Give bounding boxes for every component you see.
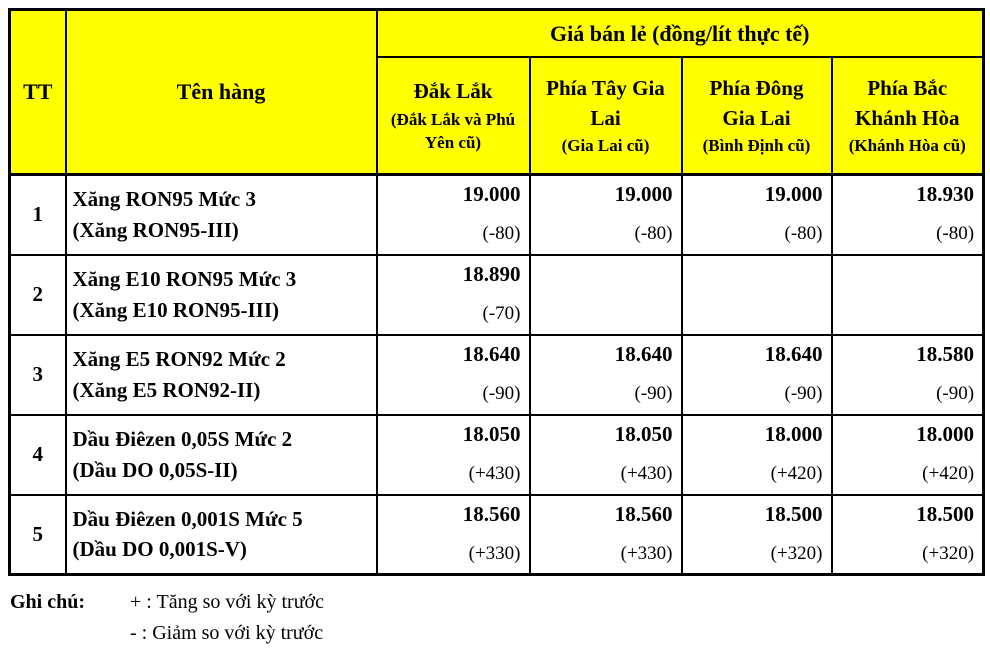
price-cell: [377, 415, 530, 495]
region-subtitle: (Bình Định cũ): [702, 136, 811, 156]
product-name-cell: [66, 255, 377, 335]
legend-line-decrease: [10, 618, 982, 649]
legend-line-increase: [10, 587, 982, 618]
price-cell: [832, 415, 984, 495]
price-value: 18.500: [764, 501, 823, 526]
price-cell-empty: [530, 255, 682, 335]
price-cell: [682, 335, 832, 415]
price-value: 18.560: [614, 501, 673, 526]
price-value: 18.000: [764, 421, 823, 446]
column-header-region-west-gialai: [530, 57, 682, 175]
price-cell: [530, 175, 682, 255]
price-cell: [832, 175, 984, 255]
product-alt-name: (Dầu DO 0,001S-V): [72, 537, 247, 562]
column-header-tt: TT: [10, 10, 66, 175]
table-row: [10, 495, 984, 575]
price-value: 18.640: [764, 341, 823, 366]
price-value: 19.000: [614, 182, 673, 206]
price-change: (-80): [784, 223, 823, 245]
region-name: Phía Tây Gia Lai: [546, 75, 665, 131]
price-value: 19.000: [462, 182, 521, 206]
table-row: [10, 335, 984, 415]
price-cell: [377, 175, 530, 255]
price-change: (-80): [634, 223, 673, 245]
table-body: [10, 175, 984, 575]
table-header: [10, 10, 984, 175]
price-value: 18.050: [614, 421, 673, 446]
region-subtitle: (Khánh Hòa cũ): [848, 136, 966, 156]
legend-increase-text: + : Tăng so với kỳ trước: [130, 591, 324, 613]
fuel-price-table: [8, 8, 985, 576]
product-name-cell: [66, 175, 377, 255]
product-name: Xăng RON95 Mức 3: [72, 187, 257, 212]
column-header-region-daklak: [377, 57, 530, 175]
price-value: 18.560: [462, 501, 521, 526]
price-cell: [377, 335, 530, 415]
price-cell: [530, 495, 682, 575]
price-change: (+420): [922, 462, 975, 484]
price-change: (-80): [482, 223, 521, 245]
product-alt-name: (Xăng E10 RON95-III): [72, 297, 280, 322]
product-alt-name: (Dầu DO 0,05S-II): [72, 457, 238, 482]
table-row: [10, 255, 984, 335]
fuel-price-sheet: [8, 8, 982, 649]
group-header-retail-price: Giá bán lẻ (đồng/lít thực tế): [377, 10, 984, 58]
region-name: Phía Đông Gia Lai: [709, 75, 804, 131]
price-cell: [377, 255, 530, 335]
row-index: 3: [10, 335, 66, 415]
price-value: 18.500: [916, 501, 975, 526]
row-index: 1: [10, 175, 66, 255]
table-row: [10, 415, 984, 495]
price-cell-empty: [832, 255, 984, 335]
price-value: 18.930: [916, 182, 975, 206]
price-change: (+330): [620, 542, 673, 564]
price-value: 18.580: [916, 341, 975, 366]
price-value: 18.640: [614, 341, 673, 366]
price-change: (-90): [936, 382, 975, 404]
price-change: (+420): [770, 462, 823, 484]
price-change: (+430): [620, 462, 673, 484]
legend-decrease-text: - : Giảm so với kỳ trước: [130, 622, 324, 644]
product-name-cell: [66, 415, 377, 495]
product-name: Xăng E10 RON95 Mức 3: [72, 267, 297, 292]
legend-label-spacer: [10, 618, 130, 649]
row-index: 2: [10, 255, 66, 335]
price-value: 18.000: [916, 421, 975, 446]
price-cell: [682, 415, 832, 495]
product-name-cell: [66, 495, 377, 575]
table-row: [10, 175, 984, 255]
column-header-region-east-gialai: [682, 57, 832, 175]
product-name: Dầu Điêzen 0,001S Mức 5: [72, 506, 303, 531]
price-cell: [832, 335, 984, 415]
price-change: (-70): [482, 302, 521, 324]
price-change: (-90): [482, 382, 521, 404]
price-value: 18.050: [462, 421, 521, 446]
price-change: (-80): [936, 223, 975, 245]
price-cell-empty: [682, 255, 832, 335]
product-name-cell: [66, 335, 377, 415]
legend-label: Ghi chú:: [10, 591, 86, 613]
product-name: Xăng E5 RON92 Mức 2: [72, 347, 286, 372]
row-index: 4: [10, 415, 66, 495]
price-cell: [832, 495, 984, 575]
column-header-region-north-khanhhoa: [832, 57, 984, 175]
price-change: (+330): [468, 542, 521, 564]
price-value: 18.890: [462, 261, 521, 286]
price-cell: [530, 415, 682, 495]
region-subtitle: (Gia Lai cũ): [561, 136, 650, 156]
product-alt-name: (Xăng E5 RON92-II): [72, 377, 261, 402]
price-change: (+430): [468, 462, 521, 484]
region-subtitle: (Đắk Lắk và Phú Yên cũ): [390, 109, 516, 152]
price-value: 18.640: [462, 341, 521, 366]
region-name: Đắk Lắk: [413, 79, 493, 104]
price-cell: [530, 335, 682, 415]
row-index: 5: [10, 495, 66, 575]
price-cell: [682, 495, 832, 575]
price-change: (+320): [922, 542, 975, 564]
column-header-product-name: Tên hàng: [66, 10, 377, 175]
price-value: 19.000: [764, 182, 823, 206]
price-change: (-90): [784, 382, 823, 404]
price-change: (+320): [770, 542, 823, 564]
price-change: (-90): [634, 382, 673, 404]
price-cell: [682, 175, 832, 255]
price-cell: [377, 495, 530, 575]
region-name: Phía Bắc Khánh Hòa: [855, 75, 960, 131]
product-name: Dầu Điêzen 0,05S Mức 2: [72, 427, 293, 452]
product-alt-name: (Xăng RON95-III): [72, 217, 239, 242]
